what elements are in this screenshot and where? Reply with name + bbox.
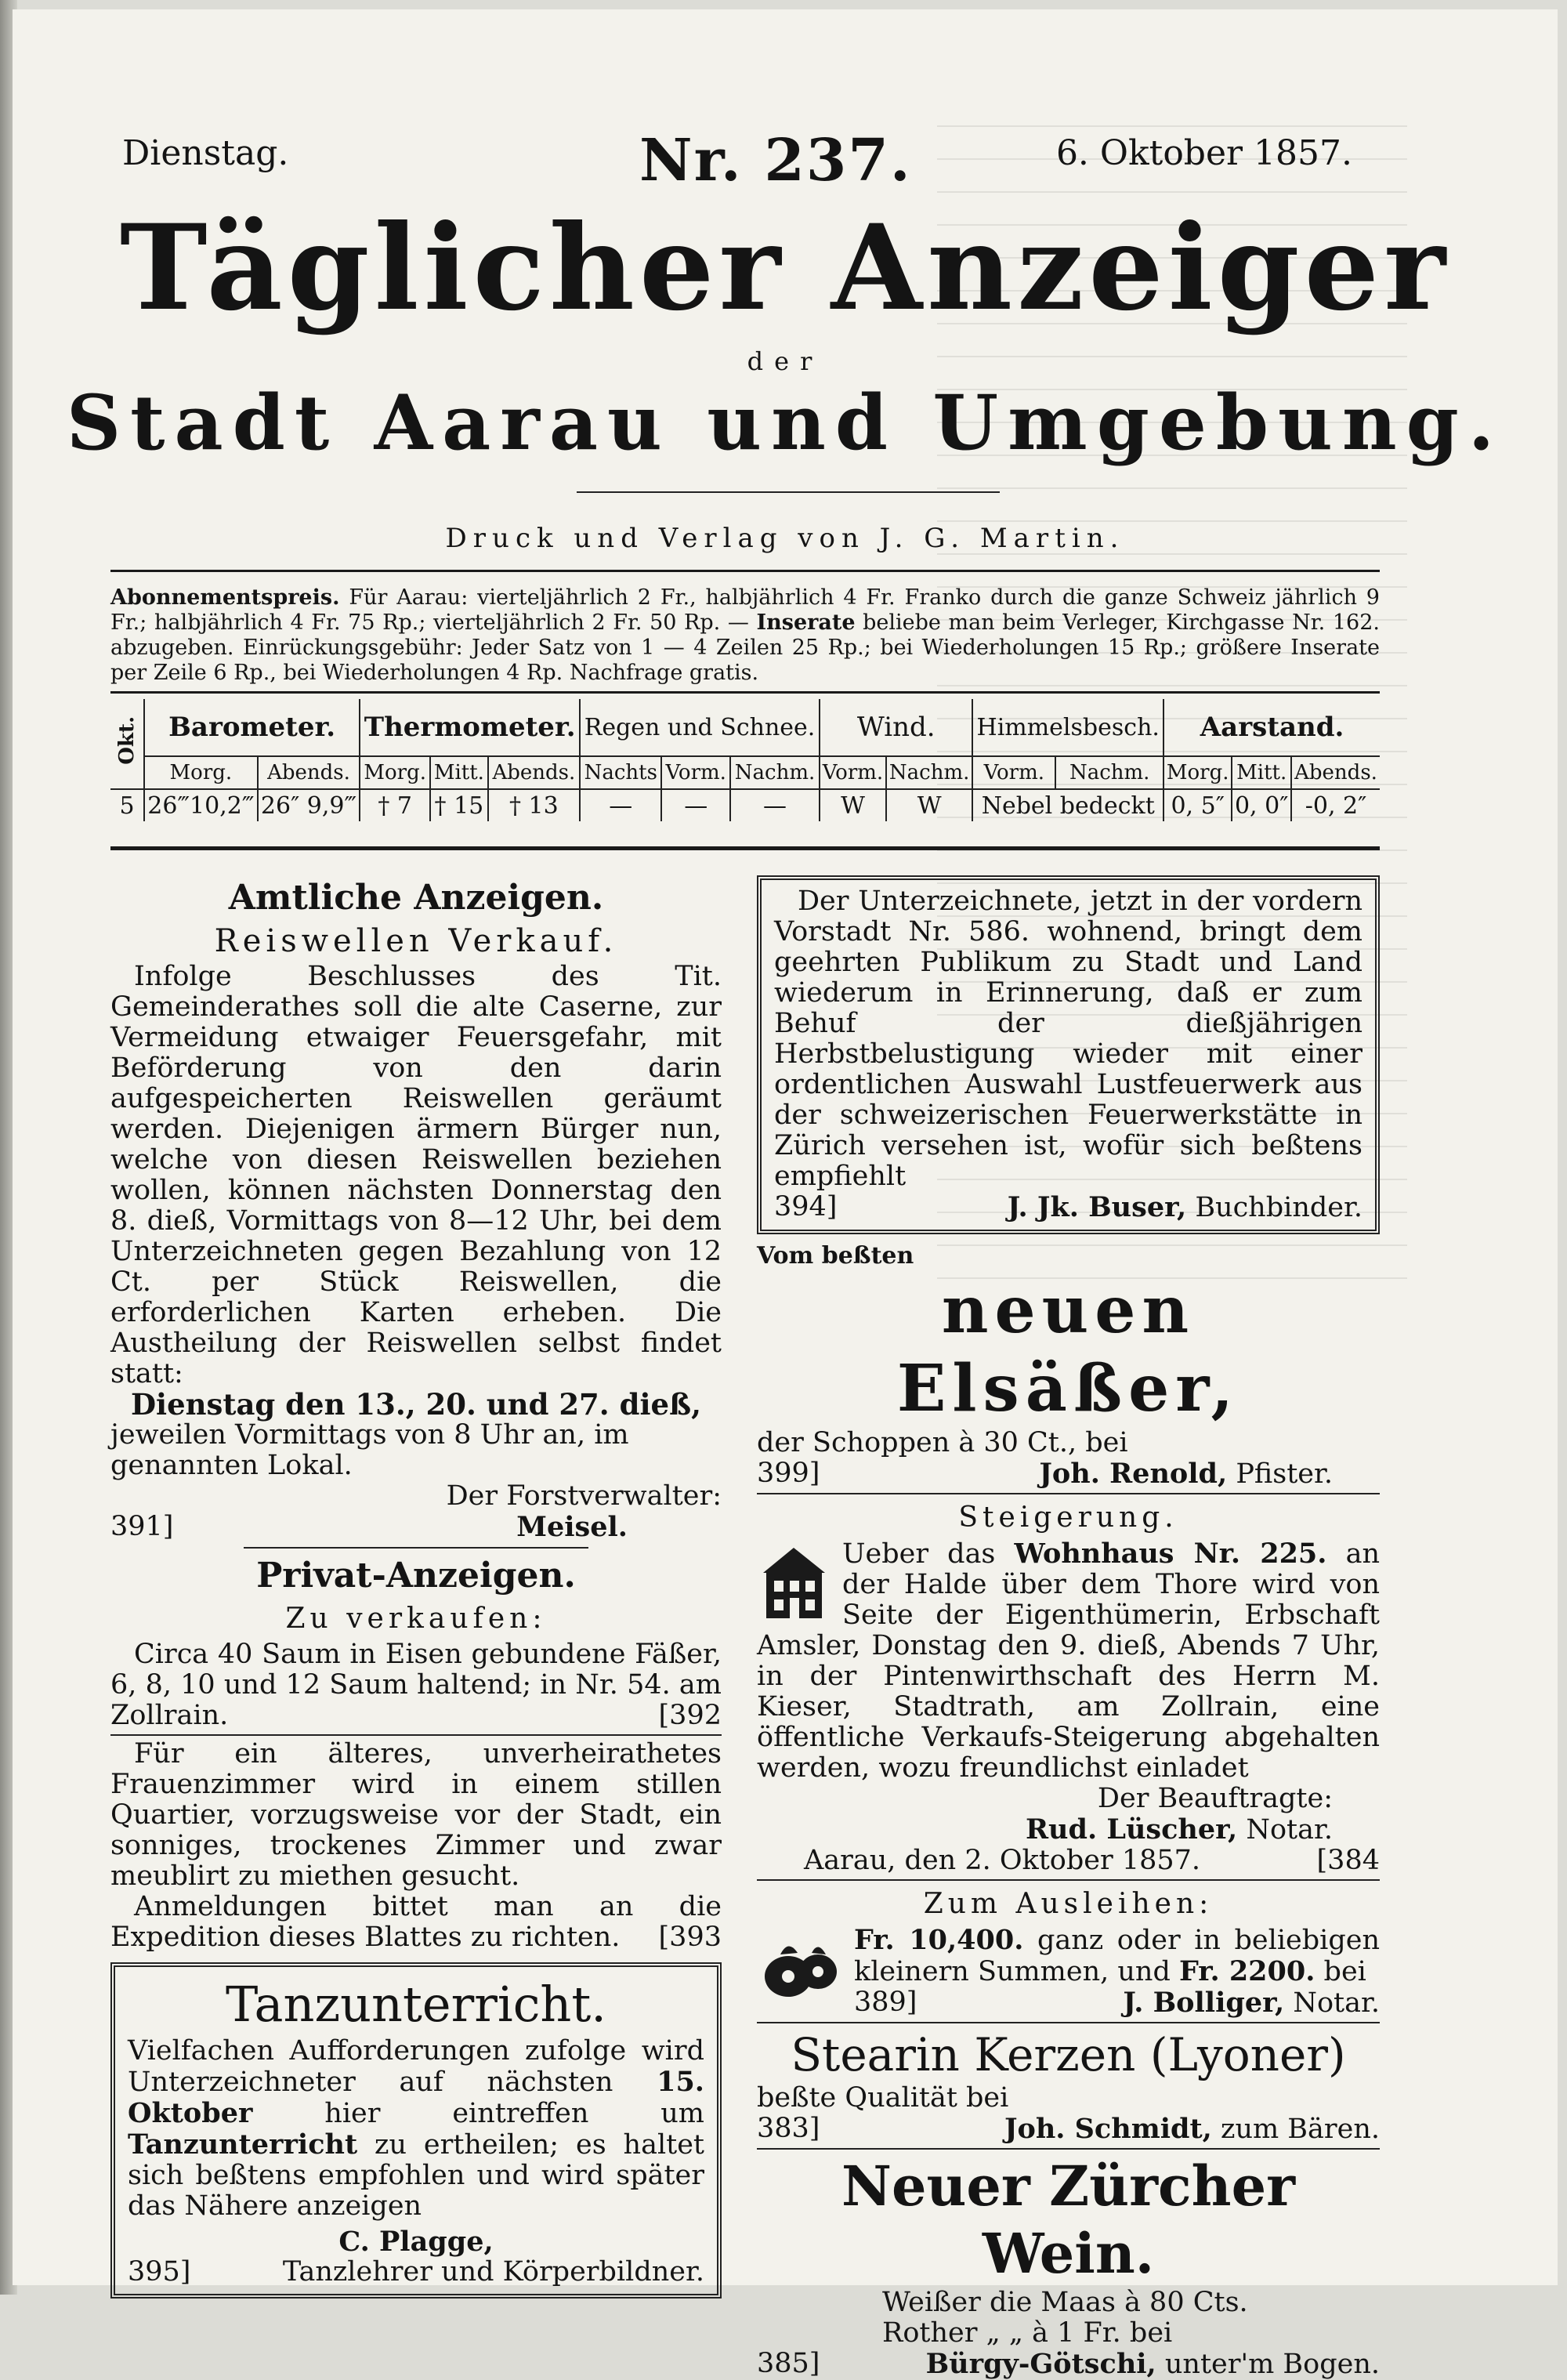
data-cell: — bbox=[661, 789, 730, 821]
sig-row-399 bbox=[757, 1458, 1380, 1490]
hdr-thermometer: Thermometer. bbox=[360, 699, 580, 756]
divider bbox=[757, 1493, 1380, 1494]
ad-number-393: [393 bbox=[658, 1922, 722, 1953]
title-sub: Stadt Aarau und Umgebung. bbox=[66, 379, 1504, 467]
steigerung-heading: Steigerung. bbox=[958, 1502, 1178, 1534]
hdr-wind: Wind. bbox=[820, 699, 972, 756]
data-cell: † 13 bbox=[488, 789, 580, 821]
qualitaet-text: beßte Qualität bei bbox=[757, 2082, 1009, 2114]
renold-signature: Joh. Renold, Pfister. bbox=[1039, 1458, 1333, 1490]
sub-cell: Mitt. bbox=[430, 756, 488, 789]
right-column bbox=[757, 875, 1380, 2380]
sub-cell: Nachm. bbox=[886, 756, 972, 789]
reiswellen-dates: Dienstag den 13., 20. und 27. dieß, bbox=[130, 1387, 702, 1422]
data-cell: 0, 5″ bbox=[1163, 789, 1232, 821]
ad-number-392: [392 bbox=[658, 1700, 722, 1731]
rule-weather-bottom bbox=[110, 846, 1380, 850]
steigerung-text: Ueber das Wohnhaus Nr. 225. an der Halde über dem Thore wird von Seite der Eigenthümerin, Erbschaft Amsler, Donstag den 9. dieß, Abends 7 Uhr, in der Pintenwirthschaft des Herrn M. Kieser, Stadtrath, am Zollrain, eine öffentliche Verkaufs-Steigerung abgehalten werden, wozu freundlichst einladet bbox=[757, 1538, 1380, 1784]
aarau-date: Aarau, den 2. Oktober 1857. bbox=[804, 1845, 1201, 1876]
hdr-barometer: Barometer. bbox=[144, 699, 360, 756]
stearin-heading: Stearin Kerzen (Lyoner) bbox=[791, 2028, 1346, 2081]
house-icon bbox=[757, 1543, 831, 1621]
divider bbox=[757, 2022, 1380, 2023]
sub-cell: Morg. bbox=[144, 756, 258, 789]
sub-cell: Vorm. bbox=[972, 756, 1055, 789]
issue-number: Nr. 237. bbox=[639, 127, 912, 194]
ad-number-384: [384 bbox=[1316, 1845, 1380, 1876]
ad-number-394: 394] bbox=[774, 1191, 838, 1223]
reiswellen-text: Infolge Beschlusses des Tit. Gemeinderathes soll die alte Caserne, zur Vermeidung etwaiger Feuersgefahr, mit Beförderung von den darin aufgespeicherten Reiswellen geräumt werden. Diejenigen ärmern Bürger nun, welche von diesen Reiswellen beziehen wollen, können nächsten Donnerstag den 8. dieß, Vormittags von 8—12 Uhr, bei dem Unterzeichneten gegen Bezahlung von 12 Ct. per Stück Reiswellen, die erforderlichen Karten erheben. Die Austheilung der Reiswellen selbst findet statt: bbox=[110, 961, 722, 1389]
ad-number-385: 385] bbox=[757, 2348, 820, 2379]
issue-day: Dienstag. bbox=[122, 133, 289, 173]
sub-cell: Vorm. bbox=[661, 756, 730, 789]
sub-cell: Morg. bbox=[360, 756, 430, 789]
schoppen-text: der Schoppen à 30 Ct., bei bbox=[757, 1427, 1128, 1458]
frauenzimmer-text: Für ein älteres, unverheirathetes Frauenzimmer wird in einem stillen Quartier, vorzugsweise vor der Stadt, ein sonniges, trockenes Zimmer und zwar meublirt zu miethen gesucht. bbox=[110, 1738, 722, 1892]
sig-row-391 bbox=[110, 1512, 722, 1542]
data-cell: 26‴10,2‴ bbox=[144, 789, 258, 821]
luescher-signature: Rud. Lüscher, Notar. bbox=[1025, 1813, 1333, 1846]
buser-text: Der Unterzeichnete, jetzt in der vordern Vorstadt Nr. 586. wohnend, bringt dem geehrten Publikum zu Stadt und Land wiederum in Erinnerung, daß er zum Behuf der dießjährigen Herbstbelustigung wieder mit einer ordentlichen Auswahl Lustfeuerwerk aus der schweizerischen Feuerwerkstätte in Zürich versehen ist, wofür sich beßtens empfiehlt bbox=[774, 886, 1363, 1192]
subscription-info bbox=[110, 585, 1380, 686]
bolliger-signature: J. Bolliger, Notar. bbox=[1123, 1987, 1380, 2019]
issue-date: 6. Oktober 1857. bbox=[1055, 133, 1352, 173]
sub-cell: Abends. bbox=[1291, 756, 1380, 789]
title-main: Täglicher Anzeiger bbox=[119, 199, 1451, 337]
divider bbox=[757, 1879, 1380, 1881]
subscription-lead: Abonnementspreis. bbox=[110, 585, 340, 610]
ad-number-391: 391] bbox=[110, 1511, 174, 1542]
sub-cell: Mitt. bbox=[1232, 756, 1291, 789]
buergy-signature: Bürgy-Götschi, unter'm Bogen. bbox=[925, 2348, 1380, 2380]
meisel-signature: Meisel. bbox=[516, 1511, 628, 1543]
title-rule bbox=[577, 491, 1000, 493]
zu-verkaufen-heading: Zu verkaufen: bbox=[285, 1603, 547, 1635]
reiswellen-heading: Reiswellen Verkauf. bbox=[214, 923, 618, 959]
sig-row-383 bbox=[757, 2114, 1380, 2145]
newspaper-page bbox=[13, 9, 1558, 2380]
sub-cell: Morg. bbox=[1163, 756, 1232, 789]
reiswellen-text2: jeweilen Vormittags von 8 Uhr an, im genannten Lokal. bbox=[110, 1419, 629, 1481]
schmidt-signature: Joh. Schmidt, zum Bären. bbox=[1004, 2113, 1380, 2145]
elsaesser-heading: neuen Elsäßer, bbox=[896, 1273, 1240, 1426]
tanz-text: Vielfachen Aufforderungen zufolge wird Unterzeichneter auf nächsten 15. Oktober hier eintreffen um Tanzunterricht zu ertheilen; es haltet sich beßtens empfohlen und wird später das Nähere anzeigen bbox=[128, 2035, 704, 2222]
publisher-line: Druck und Verlag von J. G. Martin. bbox=[445, 523, 1125, 554]
left-column bbox=[110, 875, 722, 2298]
data-cell: 5 bbox=[110, 789, 144, 821]
steigerung-block bbox=[757, 1538, 1380, 1784]
sig-row-395 bbox=[128, 2257, 704, 2288]
subscription-text2: beliebe man beim Verleger, Kirchgasse Nr. 162. abzugeben. Einrückungsgebühr: Jeder Satz von 1 — 4 Zeilen 25 Rp.; bei Wiederholungen 15 Rp.; größere Inserate per Zeile 6 Rp., bei Wiederholungen 4 Rp. Nachfrage gratis. bbox=[110, 610, 1380, 685]
anmeldung-text: Anmeldungen bittet man an die Expedition dieses Blattes zu richten. bbox=[110, 1891, 722, 1953]
okt-cell: Okt. bbox=[110, 699, 144, 789]
plagge-signature: C. Plagge, bbox=[338, 2226, 494, 2258]
tanz-heading: Tanzunterricht. bbox=[226, 1976, 606, 2033]
tanzlehrer-title: Tanzlehrer und Körperbildner. bbox=[282, 2256, 704, 2288]
data-cell: 0, 0″ bbox=[1232, 789, 1291, 821]
buser-box bbox=[757, 875, 1380, 1234]
privat-heading: Privat-Anzeigen. bbox=[256, 1556, 576, 1596]
rule-top bbox=[110, 570, 1380, 572]
data-cell: 26″ 9,9‴ bbox=[258, 789, 360, 821]
amtliche-heading: Amtliche Anzeigen. bbox=[228, 878, 604, 918]
masthead-row bbox=[122, 127, 1352, 194]
divider bbox=[757, 2148, 1380, 2150]
ausleihen-text: Fr. 10,400. ganz oder in beliebigen kleinern Summen, und Fr. 2200. bei bbox=[854, 1924, 1381, 1987]
data-cell: — bbox=[580, 789, 661, 821]
title-der: der bbox=[747, 346, 823, 376]
sub-cell: Nachts bbox=[580, 756, 661, 789]
forstverwalter: Der Forstverwalter: bbox=[446, 1480, 722, 1512]
beauftragte: Der Beauftragte: bbox=[1097, 1783, 1333, 1814]
divider bbox=[110, 1734, 722, 1736]
hdr-regen: Regen und Schnee. bbox=[580, 699, 820, 756]
hdr-himmel: Himmelsbesch. bbox=[972, 699, 1163, 756]
sig-row-389 bbox=[854, 1987, 1380, 2019]
weather-table bbox=[110, 699, 1380, 821]
ad-number-383: 383] bbox=[757, 2113, 820, 2144]
weisser-text: Weißer die Maas à 80 Cts. bbox=[882, 2287, 1248, 2318]
ad-number-395: 395] bbox=[128, 2256, 191, 2288]
faesser-text: Circa 40 Saum in Eisen gebundene Fäßer, 6, 8, 10 und 12 Saum haltend; in Nr. 54. am Zollrain. bbox=[110, 1639, 722, 1731]
sig-row-385 bbox=[757, 2349, 1380, 2380]
vom-besten: Vom beßten bbox=[757, 1242, 914, 1270]
hdr-aarstand: Aarstand. bbox=[1200, 712, 1344, 743]
sub-cell: Abends. bbox=[488, 756, 580, 789]
wein-heading: Neuer Zürcher Wein. bbox=[841, 2154, 1295, 2286]
data-cell: — bbox=[730, 789, 820, 821]
data-cell: -0, 2″ bbox=[1291, 789, 1380, 821]
sub-cell: Nachm. bbox=[730, 756, 820, 789]
sig-row-394 bbox=[774, 1192, 1363, 1223]
sub-cell: Nachm. bbox=[1055, 756, 1163, 789]
ausleihen-block bbox=[757, 1925, 1380, 2019]
data-cell: † 7 bbox=[360, 789, 430, 821]
subscription-text1: Für Aarau: vierteljährlich 2 Fr., halbjährlich 4 Fr. Franko durch die ganze Schweiz jährlich 9 Fr.; halbjährlich 4 Fr. 75 Rp.; vierteljährlich 2 Fr. 50 Rp. — bbox=[110, 585, 1380, 635]
inserate-label: Inserate bbox=[756, 610, 856, 635]
data-cell: Nebel bedeckt bbox=[972, 789, 1163, 821]
divider bbox=[244, 1547, 588, 1549]
rule-weather-top bbox=[110, 691, 1380, 694]
tanz-box bbox=[110, 1962, 722, 2298]
data-cell: W bbox=[886, 789, 972, 821]
ad-number-389: 389] bbox=[854, 1987, 917, 2018]
sub-cell: Abends. bbox=[258, 756, 360, 789]
sub-cell: Vorm. bbox=[820, 756, 886, 789]
date-row-384 bbox=[757, 1846, 1380, 1876]
ausleihen-heading: Zum Ausleihen: bbox=[923, 1888, 1214, 1920]
data-cell: † 15 bbox=[430, 789, 488, 821]
buser-signature: J. Jk. Buser, Buchbinder. bbox=[1007, 1191, 1363, 1223]
ad-number-399: 399] bbox=[757, 1458, 820, 1489]
data-cell: W bbox=[820, 789, 886, 821]
money-bag-icon bbox=[757, 1931, 843, 2001]
rother-text: Rother „ „ à 1 Fr. bei bbox=[882, 2317, 1173, 2349]
